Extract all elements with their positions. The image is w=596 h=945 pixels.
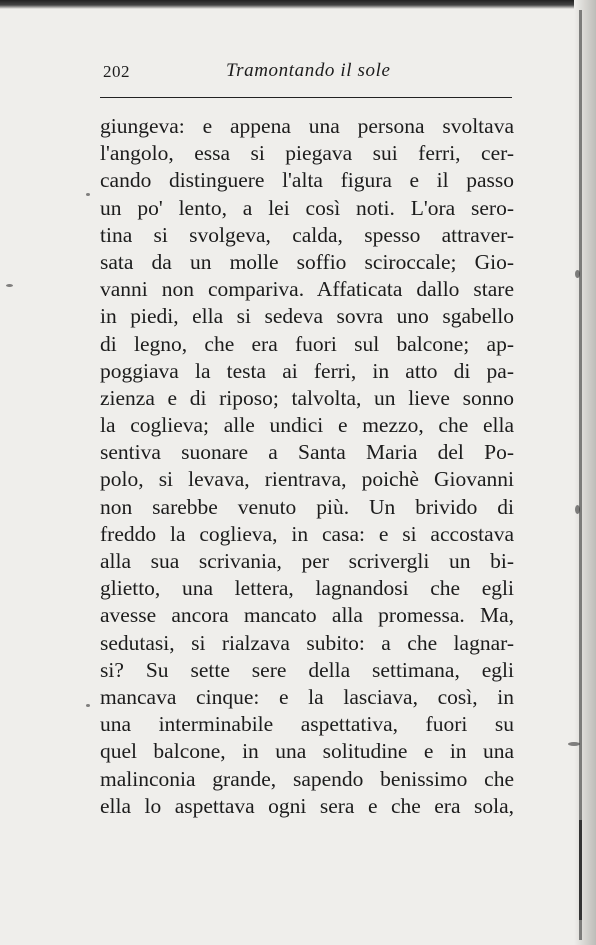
print-speck <box>568 742 580 746</box>
text-line: ella lo aspettava ogni sera e che era sola, <box>100 793 514 818</box>
print-speck <box>575 505 580 514</box>
binding-edge-line <box>579 10 582 940</box>
text-line: in piedi, ella si sedeva sovra uno sgabello <box>100 304 514 329</box>
text-line: zienza e di riposo; talvolta, un lieve sonno <box>100 385 514 410</box>
text-line: un po' lento, a lei così noti. L'ora sero- <box>100 195 514 220</box>
text-line: giungeva: e appena una persona svoltava <box>100 114 514 138</box>
text-line: tina si svolgeva, calda, spesso attraver- <box>100 222 514 247</box>
running-title: Tramontando il sole <box>226 60 391 81</box>
text-line: una interminabile aspettativa, fuori su <box>100 712 514 737</box>
text-line: alla sua scrivania, per scrivergli un bi- <box>100 549 514 573</box>
page-right-edge-shadow <box>574 0 596 945</box>
text-line: la coglieva; alle undici e mezzo, che ella <box>100 413 514 438</box>
text-line: sata da un molle soffio sciroccale; Gio- <box>100 249 514 274</box>
page-top-edge-shadow <box>0 0 596 9</box>
text-line: quel balcone, in una solitudine e in una <box>100 739 514 764</box>
text-line: polo, si levava, rientrava, poichè Giovanni <box>100 467 514 492</box>
print-speck <box>86 704 90 707</box>
text-line: poggiava la testa ai ferri, in atto di pa- <box>100 358 514 383</box>
text-line: si? Su sette sere della settimana, egli <box>100 657 514 682</box>
running-head <box>100 60 512 90</box>
page-number: 202 <box>103 62 130 81</box>
text-line: avesse ancora mancato alla promessa. Ma, <box>100 603 514 628</box>
binding-edge-line-dark <box>579 820 582 920</box>
text-line: sentiva suonare a Santa Maria del Po- <box>100 440 514 465</box>
text-line: malinconia grande, sapendo benissimo che <box>100 766 514 791</box>
header-rule <box>100 97 512 98</box>
print-speck <box>6 284 13 287</box>
text-line: non sarebbe venuto più. Un brivido di <box>100 494 514 519</box>
print-speck <box>86 193 90 196</box>
text-line: di legno, che era fuori sul balcone; ap- <box>100 331 514 356</box>
text-line: sedutasi, si rialzava subito: a che lagnar- <box>100 630 514 655</box>
text-line: mancava cinque: e la lasciava, così, in <box>100 684 514 709</box>
text-line: glietto, una lettera, lagnandosi che egli <box>100 576 514 601</box>
text-line: freddo la coglieva, in casa: e si accostava <box>100 521 514 546</box>
text-line: vanni non compariva. Affaticata dallo stare <box>100 277 514 302</box>
body-text <box>100 113 514 820</box>
text-line: cando distinguere l'alta figura e il passo <box>100 168 514 193</box>
text-line: l'angolo, essa si piegava sui ferri, cer- <box>100 141 514 166</box>
print-speck <box>575 270 580 278</box>
